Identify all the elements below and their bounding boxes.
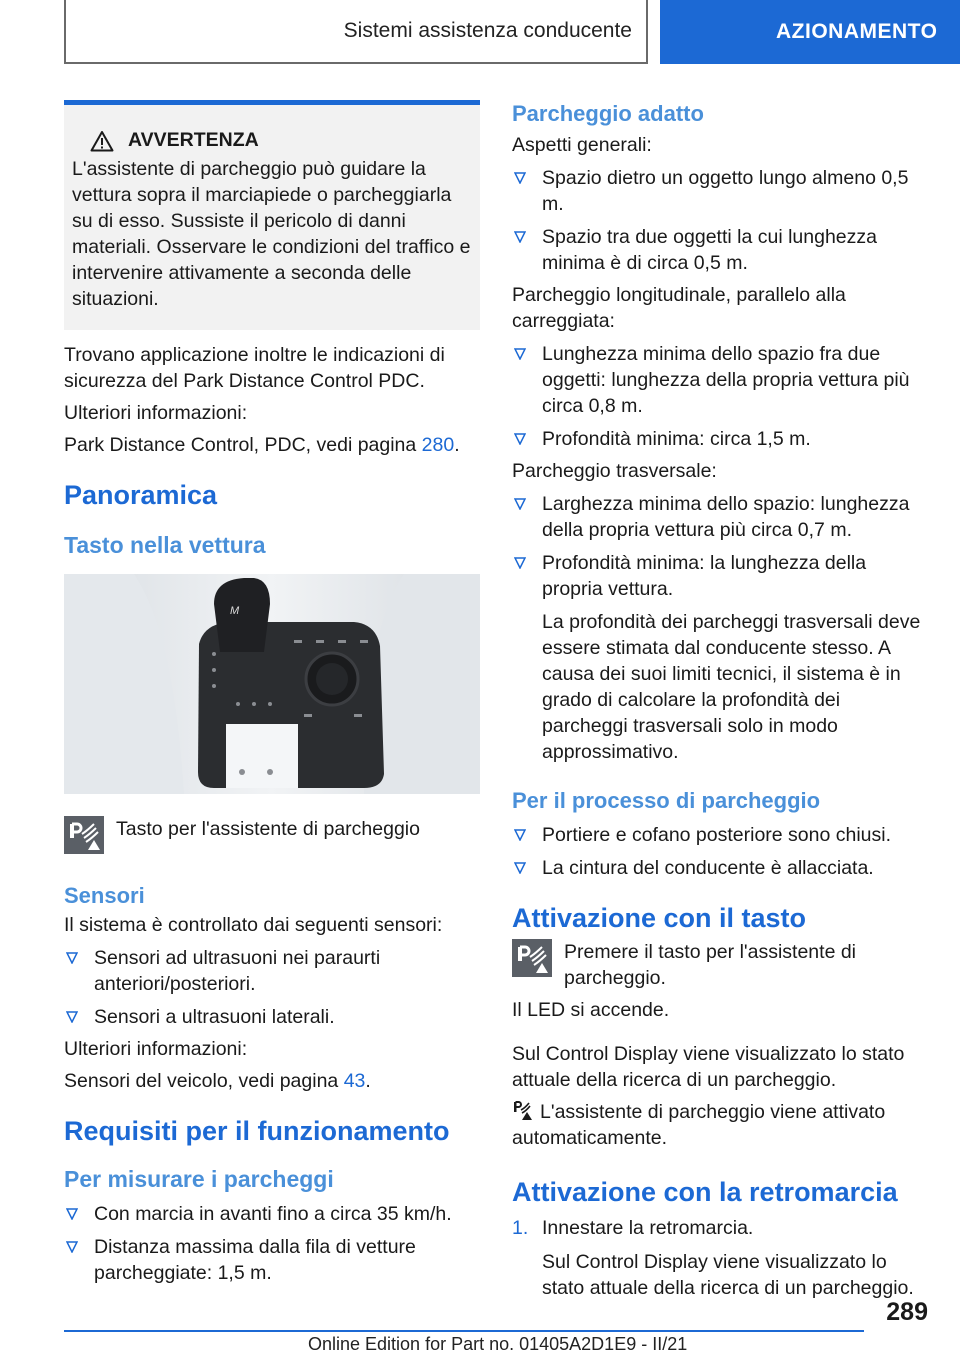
triangle-bullet-icon: [66, 1241, 78, 1253]
chapter-tab[interactable]: [660, 0, 960, 64]
list-item: Spazio tra due oggetti la cui lunghezza minima è di circa 0,5 m.: [512, 224, 928, 276]
longitudinale-label: Parcheggio longitudinale, parallelo alla carreggiata:: [512, 284, 846, 332]
warning-text: L'assistente di parcheggio può guidare la vettura sopra il marciapiede o parcheggiarla su di esso. Sussiste il pericolo di danni materiali. Osservare le condizioni del traffico e intervenire attivamente a seconda delle situazioni.: [72, 158, 471, 310]
more-info-label: Ulteriori informazioni:: [64, 402, 248, 424]
list-item: La cintura del conducente è allacciata.: [512, 855, 928, 881]
edition-text: Online Edition for Part no. 01405A2D1E9 - II/21: [308, 1334, 688, 1354]
triangle-bullet-icon: [514, 498, 526, 510]
processo-list: [512, 822, 928, 881]
warning-triangle-icon: [90, 130, 114, 152]
list-item: Sensori a ultrasuoni laterali.: [64, 1004, 480, 1030]
section-header: [64, 0, 648, 64]
heading-panoramica: Panoramica: [64, 480, 218, 510]
heading-adatto: Parcheggio adatto: [512, 101, 704, 126]
triangle-bullet-icon: [66, 952, 78, 964]
sensori-intro: Il sistema è controllato dai seguenti sensori:: [64, 914, 443, 936]
aspetti-list: [512, 165, 928, 276]
caption-row: [64, 816, 480, 854]
list-item: Larghezza minima dello spazio: lunghezza della propria vettura più circa 0,7 m.: [512, 491, 928, 543]
pdc-reference: Park Distance Control, PDC, vedi pagina 280.: [64, 434, 460, 456]
intro-text: Trovano applicazione inoltre le indicazioni di sicurezza del Park Distance Control PDC.: [64, 344, 445, 392]
list-item: Profondità minima: la lunghezza della propria vettura. La profondità dei parcheggi trasversali deve essere stimata dal conducente stesso. A causa dei suoi limiti tecnici, il sistema è in grado di calcolare la profondità dei parcheggi trasversali solo in modo approssimativo.: [512, 550, 928, 765]
page-number: 289: [886, 1298, 928, 1326]
list-item: Distanza massima dalla fila di vetture parcheggiate: 1,5 m.: [64, 1234, 480, 1286]
sensori-list: [64, 945, 480, 1030]
trasversale-note: La profondità dei parcheggi trasversali deve essere stimata dal conducente stesso. A causa dei suoi limiti tecnici, il sistema è in grado di calcolare la profondità dei parcheggi trasversali solo in modo approssimativo.: [542, 611, 921, 763]
list-item: Spazio dietro un oggetto lungo almeno 0,5 m.: [512, 165, 928, 217]
heading-att-tasto: Attivazione con il tasto: [512, 903, 807, 933]
display-text: Sul Control Display viene visualizzato lo stato attuale della ricerca di un parcheggio.: [512, 1043, 905, 1091]
triangle-bullet-icon: [66, 1011, 78, 1023]
triangle-bullet-icon: [514, 172, 526, 184]
more-info-label-2: Ulteriori informazioni:: [64, 1038, 248, 1060]
triangle-bullet-icon: [514, 433, 526, 445]
triangle-bullet-icon: [514, 231, 526, 243]
sensors-page-link[interactable]: 43: [343, 1070, 366, 1092]
retro-steps: [512, 1215, 928, 1301]
list-item: 1. Innestare la retromarcia. Sul Control Display viene visualizzato lo stato attuale della ricerca di un parcheggio.: [512, 1215, 928, 1301]
warning-box: [64, 100, 480, 330]
list-item: Sensori ad ultrasuoni nei paraurti anteriori/posteriori.: [64, 945, 480, 997]
heading-processo: Per il processo di parcheggio: [512, 788, 821, 813]
retro-note: Sul Control Display viene visualizzato lo stato attuale della ricerca di un parcheggio.: [542, 1251, 914, 1299]
list-item: Portiere e cofano posteriore sono chiusi.: [512, 822, 928, 848]
footer-divider: [64, 1330, 864, 1332]
att-tasto-row: [512, 939, 928, 991]
triangle-bullet-icon: [66, 1208, 78, 1220]
aspetti-label: Aspetti generali:: [512, 134, 652, 156]
park-assist-icon: [512, 939, 552, 977]
triangle-bullet-icon: [514, 348, 526, 360]
heading-sensori: Sensori: [64, 883, 145, 908]
console-illustration: [64, 574, 480, 794]
triangle-bullet-icon: [514, 862, 526, 874]
list-item: Profondità minima: circa 1,5 m.: [512, 426, 928, 452]
att-tasto-text: Premere il tasto per l'assistente di parcheggio.: [564, 941, 857, 989]
heading-tasto: Tasto nella vettura: [64, 532, 266, 558]
right-column: [512, 100, 928, 1301]
heading-att-retro: Attivazione con la retromarcia: [512, 1177, 898, 1207]
warning-title: AVVERTENZA: [128, 129, 259, 151]
list-item: Lunghezza minima dello spazio fra due oggetti: lunghezza della propria vettura più circa 0,8 m.: [512, 341, 928, 419]
section-title: Sistemi assistenza conducente: [343, 19, 632, 42]
chapter-title: AZIONAMENTO: [776, 20, 938, 43]
svg-text:M: M: [230, 605, 240, 617]
longitudinale-list: [512, 341, 928, 452]
heading-requisiti: Requisiti per il funzionamento: [64, 1116, 450, 1146]
auto-activation: L'assistente di parcheggio viene attivato automaticamente.: [512, 1101, 886, 1149]
caption-text: Tasto per l'assistente di parcheggio: [116, 818, 420, 840]
led-text: Il LED si accende.: [512, 999, 670, 1021]
warning-header: [72, 129, 472, 152]
left-column: [64, 100, 480, 1286]
triangle-bullet-icon: [514, 557, 526, 569]
heading-misurare: Per misurare i parcheggi: [64, 1166, 334, 1192]
triangle-bullet-icon: [514, 829, 526, 841]
misurare-list: [64, 1201, 480, 1286]
list-item: Con marcia in avanti fino a circa 35 km/h.: [64, 1201, 480, 1227]
park-assist-icon: [64, 816, 104, 854]
console-photo: [64, 574, 480, 794]
pdc-page-link[interactable]: 280: [421, 434, 455, 456]
sensors-reference: Sensori del veicolo, vedi pagina 43.: [64, 1070, 371, 1092]
trasversale-list: [512, 491, 928, 765]
step-number: 1.: [512, 1217, 529, 1239]
trasversale-label: Parcheggio trasversale:: [512, 460, 717, 482]
park-assist-small-icon: [512, 1099, 534, 1121]
